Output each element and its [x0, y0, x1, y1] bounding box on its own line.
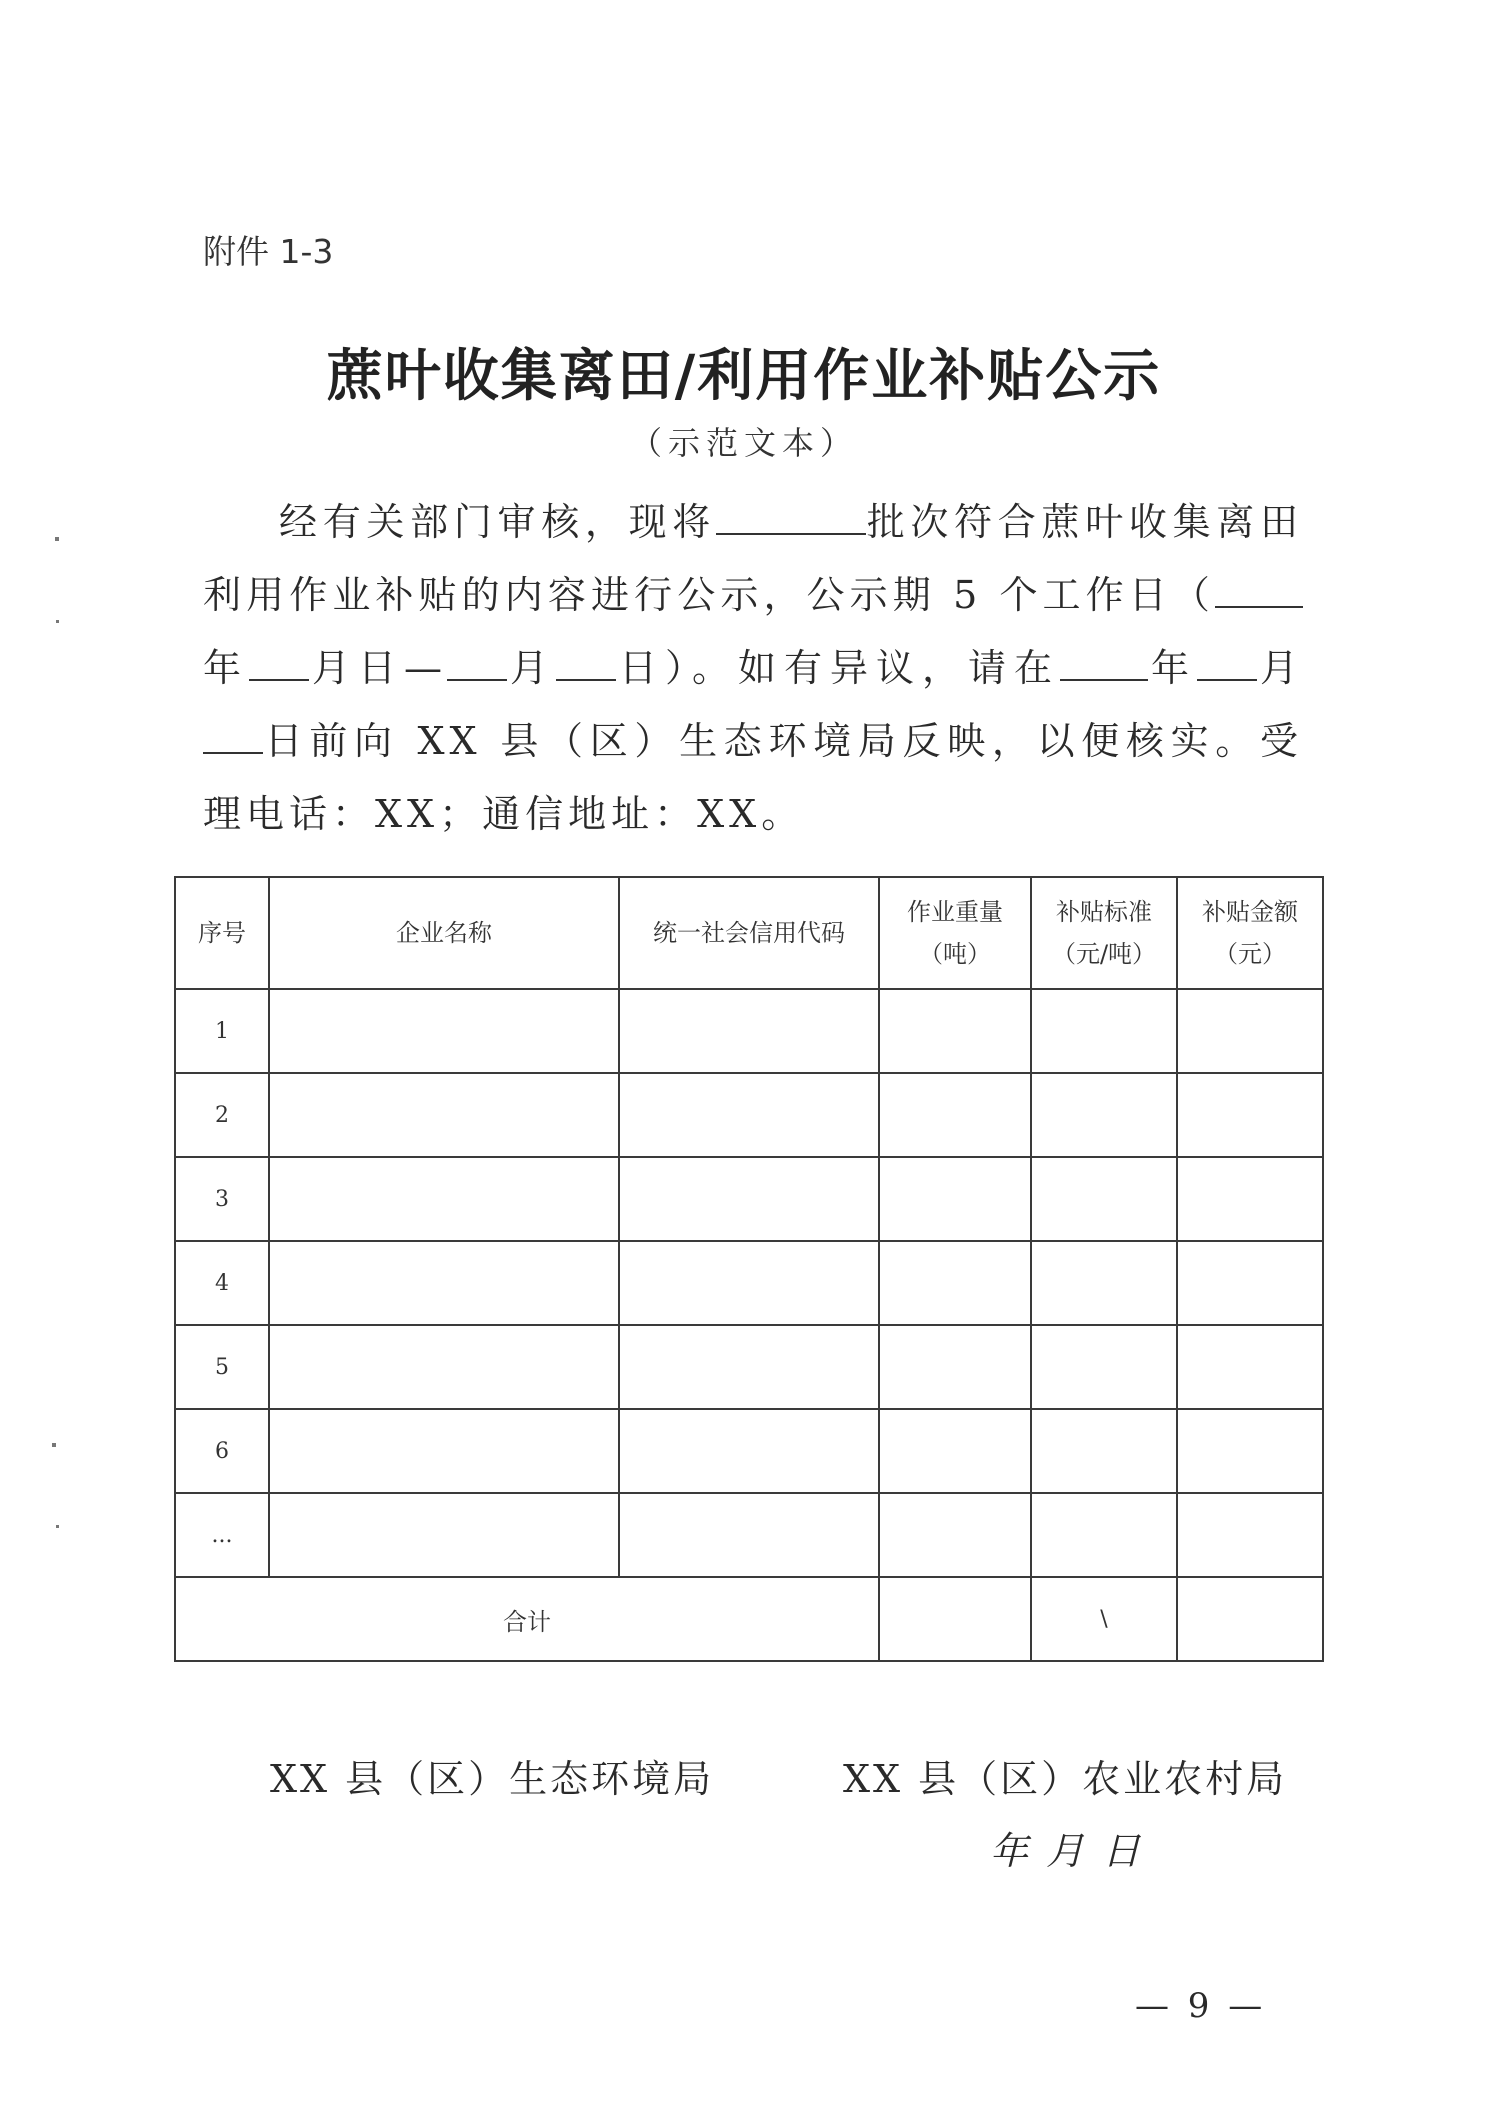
row-index: 5: [175, 1325, 269, 1409]
paragraph-text: 年: [1147, 646, 1197, 690]
start-year-blank: [1215, 568, 1303, 608]
header-amount-line1: 补贴金额: [1202, 898, 1298, 926]
standard-cell: [1031, 1325, 1177, 1409]
paragraph-text: 日—: [358, 646, 447, 690]
weight-cell: [879, 989, 1031, 1073]
company-cell: [269, 1493, 619, 1577]
table-row: [175, 1493, 1323, 1577]
company-cell: [269, 989, 619, 1073]
credit-code-cell: [619, 1157, 879, 1241]
paragraph-text: 月: [1256, 646, 1303, 690]
total-weight-cell: [879, 1577, 1031, 1661]
amount-cell: [1177, 1325, 1323, 1409]
standard-cell: [1031, 1493, 1177, 1577]
amount-cell: [1177, 1241, 1323, 1325]
batch-blank: [716, 495, 866, 535]
header-credit-code: 统一社会信用代码: [619, 877, 879, 989]
weight-cell: [879, 1409, 1031, 1493]
table-row: [175, 1157, 1323, 1241]
standard-cell: [1031, 989, 1177, 1073]
amount-cell: [1177, 1157, 1323, 1241]
notice-paragraph: [203, 486, 1303, 851]
header-amount-line2: （元）: [1214, 940, 1286, 968]
paragraph-text: 日前向 XX 县（区）生态环境局反映，以便核实。受理电话：XX；通信地址：XX。: [203, 719, 1303, 836]
standard-cell: [1031, 1157, 1177, 1241]
amount-cell: [1177, 989, 1323, 1073]
end-day-blank: [556, 641, 616, 681]
credit-code-cell: [619, 1325, 879, 1409]
paragraph-text: 月: [309, 646, 358, 690]
objection-day-blank: [203, 714, 263, 754]
header-weight-line2: （吨）: [919, 940, 991, 968]
agriculture-bureau-signature: XX 县（区）农业农村局: [843, 1757, 1288, 1801]
document-subtitle: （示范文本）: [629, 424, 858, 462]
company-cell: [269, 1409, 619, 1493]
objection-year-blank: [1060, 641, 1148, 681]
credit-code-cell: [619, 989, 879, 1073]
company-cell: [269, 1241, 619, 1325]
row-index: 6: [175, 1409, 269, 1493]
header-standard: [1031, 877, 1177, 989]
subsidy-table: [174, 876, 1324, 1662]
total-row: [175, 1577, 1323, 1661]
page-number: — 9 —: [1135, 1986, 1267, 2026]
total-amount-cell: [1177, 1577, 1323, 1661]
row-index: 2: [175, 1073, 269, 1157]
header-standard-line2: （元/吨）: [1051, 940, 1157, 968]
paragraph-text: 年: [203, 646, 249, 690]
document-title: 蔗叶收集离田/利用作业补贴公示: [326, 343, 1162, 409]
row-index: ...: [175, 1493, 269, 1577]
amount-cell: [1177, 1409, 1323, 1493]
scan-speck: [55, 537, 59, 541]
row-index: 1: [175, 989, 269, 1073]
credit-code-cell: [619, 1241, 879, 1325]
header-weight: [879, 877, 1031, 989]
paragraph-text: 日）。如有异议，请在: [616, 646, 1060, 690]
total-standard-cell: \: [1031, 1577, 1177, 1661]
weight-cell: [879, 1073, 1031, 1157]
weight-cell: [879, 1241, 1031, 1325]
amount-cell: [1177, 1493, 1323, 1577]
ecology-bureau-signature: XX 县（区）生态环境局: [270, 1757, 715, 1801]
header-amount: [1177, 877, 1323, 989]
paragraph-text: 经有关部门审核，现将: [279, 500, 716, 544]
paragraph-text: 月: [507, 646, 556, 690]
scan-speck: [56, 620, 59, 623]
table-row: [175, 1241, 1323, 1325]
header-index: 序号: [175, 877, 269, 989]
weight-cell: [879, 1325, 1031, 1409]
credit-code-cell: [619, 1409, 879, 1493]
table-row: [175, 1409, 1323, 1493]
weight-cell: [879, 1493, 1031, 1577]
row-index: 4: [175, 1241, 269, 1325]
weight-cell: [879, 1157, 1031, 1241]
header-weight-line1: 作业重量: [907, 898, 1003, 926]
standard-cell: [1031, 1073, 1177, 1157]
header-standard-line1: 补贴标准: [1056, 898, 1152, 926]
standard-cell: [1031, 1241, 1177, 1325]
header-company: 企业名称: [269, 877, 619, 989]
signature-date: 年 月 日: [990, 1829, 1144, 1873]
total-label: 合计: [175, 1577, 879, 1661]
table-row: [175, 1325, 1323, 1409]
start-month-blank: [249, 641, 309, 681]
table-header-row: [175, 877, 1323, 989]
company-cell: [269, 1073, 619, 1157]
objection-month-blank: [1197, 641, 1257, 681]
company-cell: [269, 1325, 619, 1409]
standard-cell: [1031, 1409, 1177, 1493]
end-month-blank: [447, 641, 507, 681]
company-cell: [269, 1157, 619, 1241]
paragraph-text: 批次符合蔗叶收集离田利用作业补贴的内容进行公示，公示期 5 个工作日（: [203, 500, 1303, 617]
row-index: 3: [175, 1157, 269, 1241]
table-row: [175, 1073, 1323, 1157]
scan-speck: [56, 1525, 59, 1528]
scan-speck: [52, 1443, 56, 1447]
table-row: [175, 989, 1323, 1073]
credit-code-cell: [619, 1073, 879, 1157]
attachment-label: 附件 1-3: [203, 232, 334, 271]
amount-cell: [1177, 1073, 1323, 1157]
credit-code-cell: [619, 1493, 879, 1577]
